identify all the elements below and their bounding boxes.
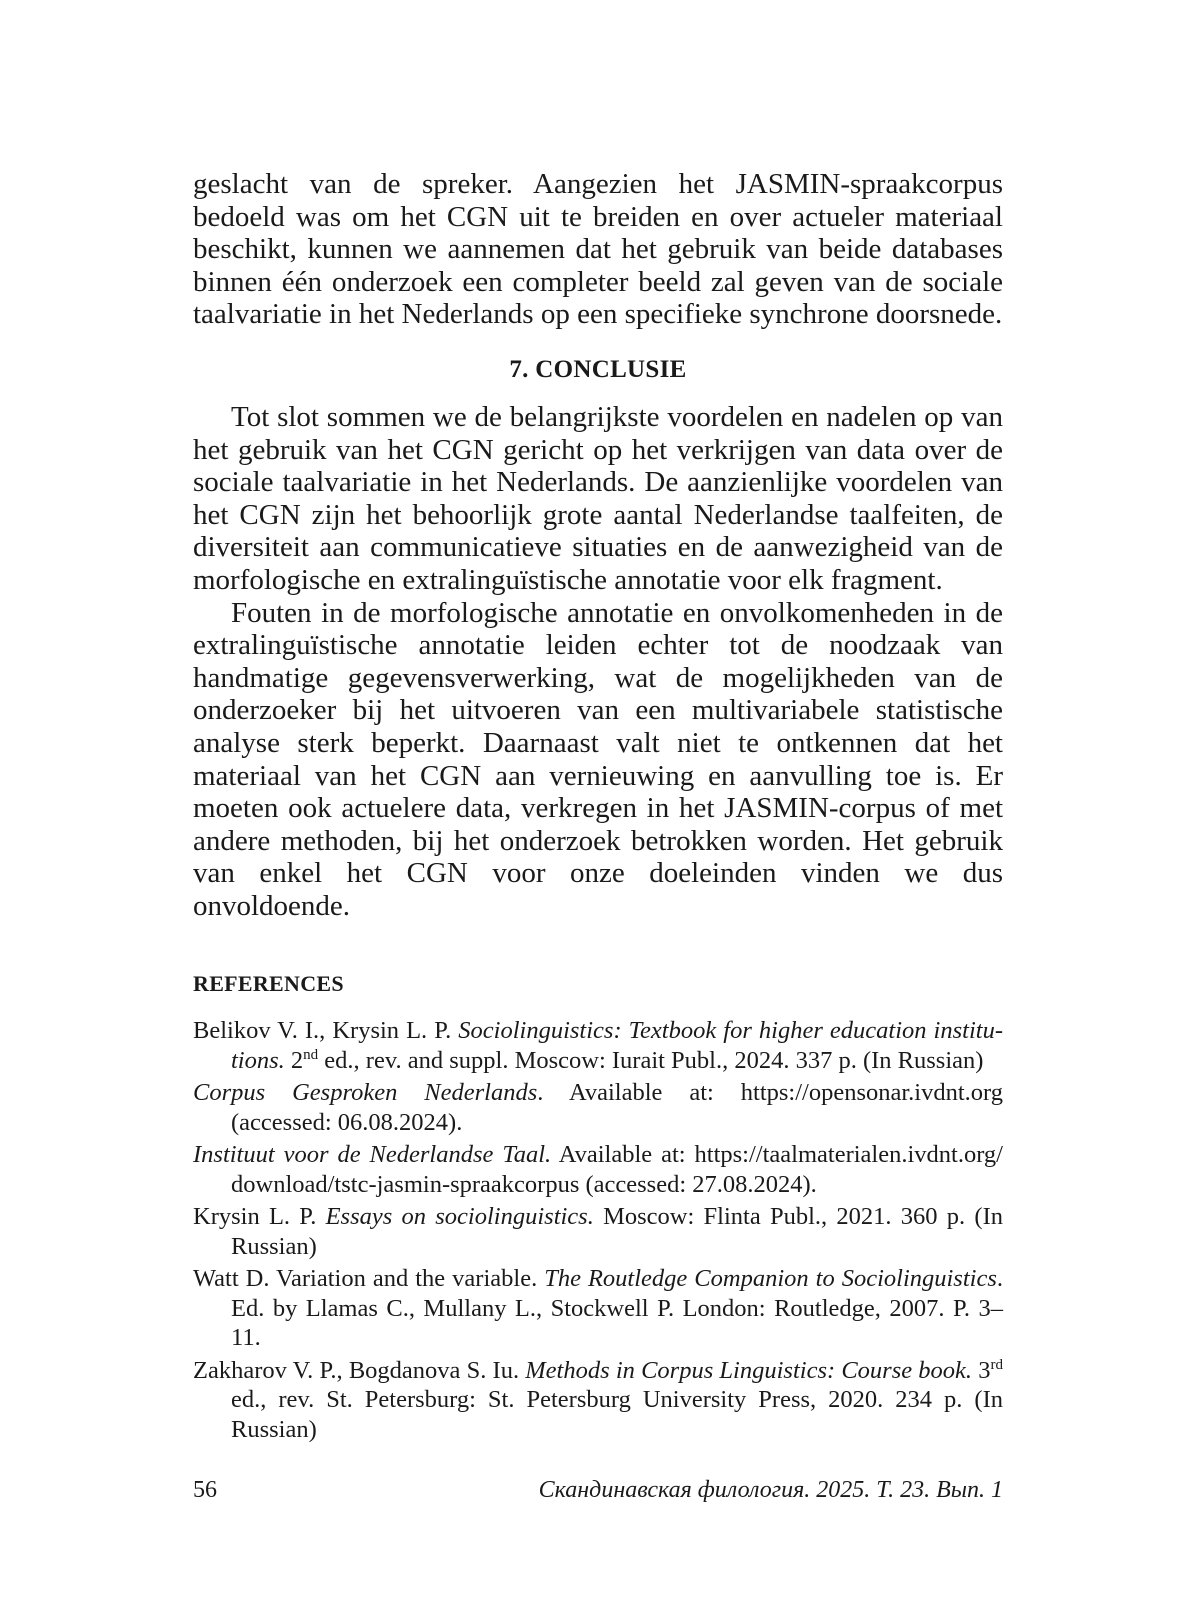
reference-title: Methods in Corpus Linguistics: Course book. (525, 1356, 973, 1384)
intro-paragraph: geslacht van de spreker. Aangezien het JASMIN-spraakcorpus bedoeld was om het CGN uit te breiden en over actueler materiaal beschikt, kunnen we aannemen dat het gebruik van beide databases binnen één onderzoek een completer beeld zal geven van de sociale taalvariatie in het Nederlands op een specifieke synchrone doorsnede. (193, 168, 1003, 331)
reference-details: . Ed. by Llamas C., Mullany L., Stockwell P. London: Routledge, 2007. P. 3–11. (231, 1265, 1003, 1352)
page-number: 56 (193, 1477, 217, 1503)
conclusion-paragraph: Tot slot sommen we de belangrijkste voordelen en nadelen op van het gebruik van het CGN gericht op het verkrijgen van data over de sociale taalvariatie in het Nederlands. De aanzienlijke voordelen van het CGN zijn het behoorlijk grote aantal Nederlandse taalfeiten, de diversiteit aan communicatieve situaties en de aanwezigheid van de morfologische en extralinguïstische annotatie voor elk fragment. (193, 400, 1003, 596)
reference-authors: Watt D. Variation and the variable. (193, 1265, 545, 1293)
reference-title: Essays on sociolinguistics. (325, 1203, 594, 1231)
reference-title: Instituut voor de Nederlandse Taal. (193, 1141, 552, 1169)
reference-edition-suffix: nd (303, 1046, 319, 1063)
journal-running-title: Скандинавская филология. 2025. Т. 23. Вып. 1 (538, 1477, 1003, 1503)
reference-title: The Routledge Companion to Sociolinguistics (544, 1265, 997, 1293)
reference-item (193, 1078, 1003, 1137)
section-heading: 7. CONCLUSIE (509, 355, 687, 383)
page-body (193, 168, 1003, 1447)
reference-title: Sociolinguistics: Textbook for higher education institutions. (231, 1017, 1003, 1074)
reference-item (193, 1356, 1003, 1445)
reference-authors: Zakharov V. P., Bogdanova S. Iu. (193, 1356, 526, 1384)
reference-details: Available at: https://taalmaterialen.ivdnt.org/​download/tstc-jasmin-spraakcorpus (accessed: 27.08.2024). (231, 1141, 1003, 1198)
reference-details: . Available at: https://opensonar.ivdnt.org (accessed: 06.08.2024). (231, 1079, 1003, 1136)
reference-item (193, 1202, 1003, 1261)
reference-edition-suffix: rd (990, 1356, 1003, 1373)
reference-edition-number: 3 (972, 1356, 991, 1384)
reference-item (193, 1016, 1003, 1075)
reference-details: ed., rev. and suppl. Moscow: Iurait Publ., 2024. 337 p. (In Russian) (318, 1046, 984, 1074)
references-heading: REFERENCES (193, 971, 344, 997)
reference-item (193, 1264, 1003, 1353)
reference-details: Moscow: Flinta Publ., 2021. 360 p. (In Russian) (231, 1203, 1003, 1260)
reference-details: ed., rev. St. Petersburg: St. Petersburg University Press, 2020. 234 p. (In Russian) (231, 1386, 1003, 1443)
conclusion-paragraph: Fouten in de morfologische annotatie en onvolkomenheden in de extralinguïstische annotatie leiden echter tot de noodzaak van handmatige gegevensverwerking, wat de mogelijkheden van de onderzoeker bij het uitvoeren van een multivariabele statistische analyse sterk beperkt. Daarnaast valt niet te ontkennen dat het materiaal van het CGN aan vernieuwing en aanvulling toe is. Er moeten ook actuelere data, verkregen in het JASMIN-corpus of met andere methoden, bij het onderzoek betrokken worden. Het gebruik van enkel het CGN voor onze doeleinden vinden we dus onvoldoende. (193, 596, 1003, 922)
reference-title: Corpus Gesproken Nederlands (193, 1079, 538, 1107)
reference-authors: Belikov V. I., Krysin L. P. (193, 1017, 459, 1045)
reference-authors: Krysin L. P. (193, 1203, 326, 1231)
reference-item (193, 1140, 1003, 1199)
reference-edition-number: 2 (284, 1046, 304, 1074)
references-list (193, 1016, 1003, 1444)
